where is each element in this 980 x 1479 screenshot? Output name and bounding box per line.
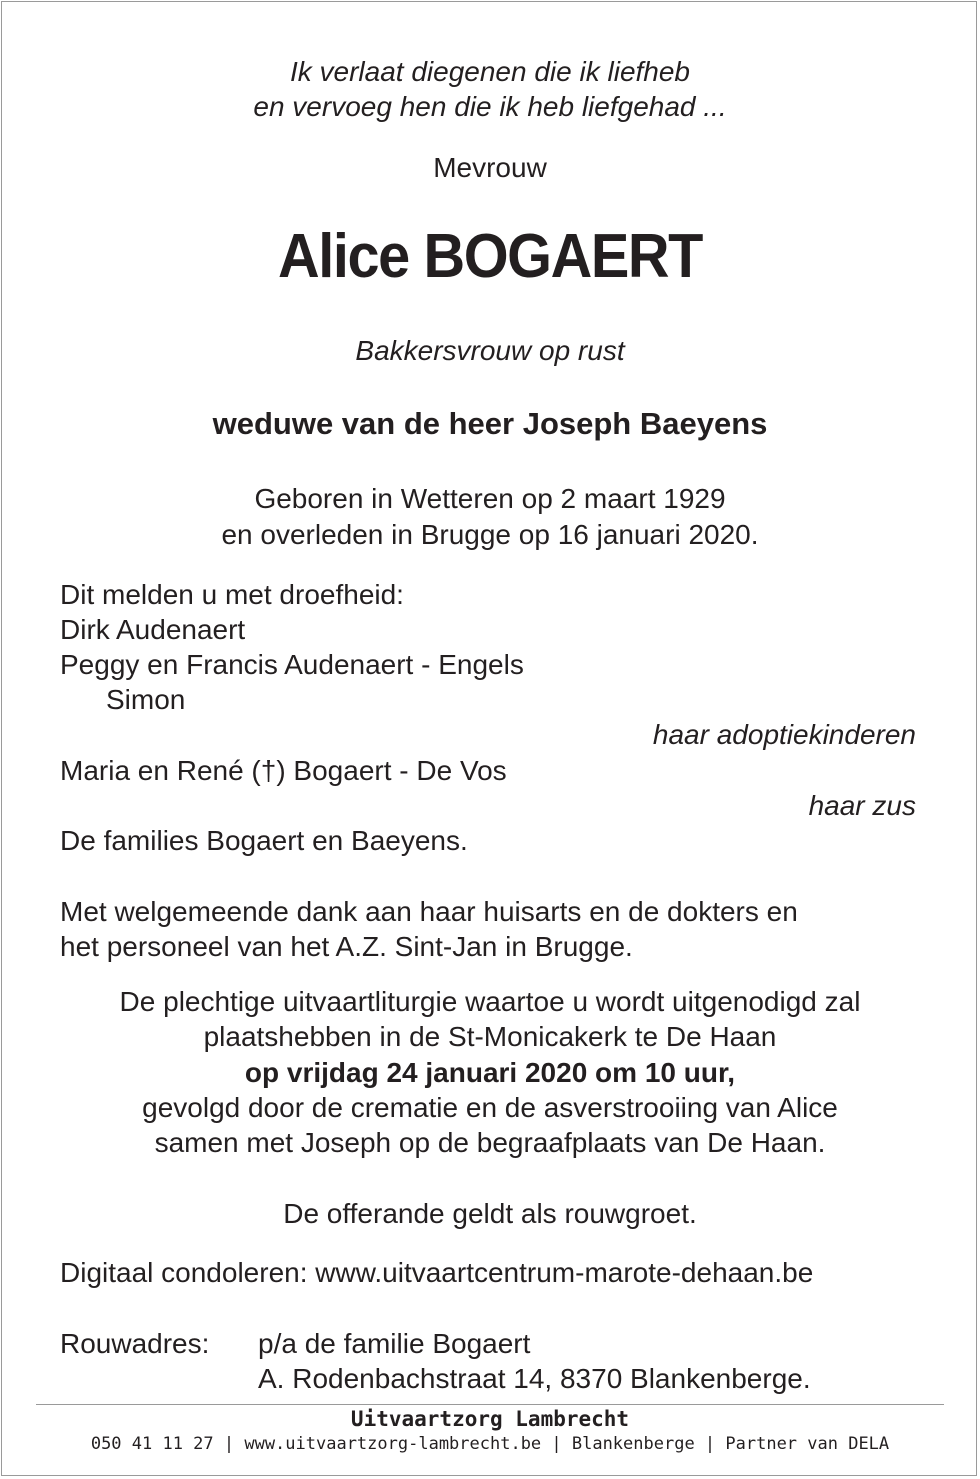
ceremony-line-1: De plechtige uitvaartliturgie waartoe u wordt uitgenodigd zal	[119, 986, 861, 1017]
salutation: Mevrouw	[433, 152, 547, 183]
footer-title: Uitvaartzorg Lambrecht	[350, 1407, 630, 1431]
ceremony-date: op vrijdag 24 januari 2020 om 10 uur,	[244, 1057, 736, 1088]
family-member-grandchild: Simon	[106, 684, 186, 715]
address-line-1: p/a de familie Bogaert	[258, 1328, 531, 1359]
widow-of: weduwe van de heer Joseph Baeyens	[212, 406, 768, 441]
condolence-line: Digitaal condoleren: www.uitvaartcentrum-marote-dehaan.be	[60, 1257, 814, 1288]
birth-line: Geboren in Wetteren op 2 maart 1929	[254, 483, 726, 514]
family-role: haar zus	[808, 790, 916, 821]
poem-line-1: Ik verlaat diegenen die ik liefheb	[289, 56, 691, 87]
death-line: en overleden in Brugge op 16 januari 2020.	[221, 519, 759, 550]
occupation: Bakkersvrouw op rust	[355, 335, 625, 366]
address-label: Rouwadres:	[60, 1328, 210, 1359]
family-role: haar adoptiekinderen	[652, 719, 916, 750]
thanks-line-2: het personeel van het A.Z. Sint-Jan in Brugge.	[60, 931, 633, 962]
ceremony-line-3: gevolgd door de crematie en de asverstrooiing van Alice	[142, 1092, 838, 1123]
family-member: Maria en René (†) Bogaert - De Vos	[60, 755, 507, 786]
poem-line-2: en vervoeg hen die ik heb liefgehad ...	[253, 91, 727, 122]
ceremony-line-4: samen met Joseph op de begraafplaats van De Haan.	[154, 1127, 826, 1158]
thanks-line-1: Met welgemeende dank aan haar huisarts en de dokters en	[60, 896, 798, 927]
offering-note: De offerande geldt als rouwgroet.	[283, 1198, 697, 1229]
footer-info: 050 41 11 27 | www.uitvaartzorg-lambrecht.be | Blankenberge | Partner van DELA	[90, 1434, 890, 1454]
ceremony-line-2: plaatshebben in de St-Monicakerk te De Haan	[203, 1021, 777, 1052]
family-member: De families Bogaert en Baeyens.	[60, 825, 468, 856]
footer-divider	[36, 1404, 944, 1405]
address-line-2: A. Rodenbachstraat 14, 8370 Blankenberge.	[258, 1363, 811, 1394]
deceased-name: Alice BOGAERT	[277, 222, 702, 291]
family-member: Dirk Audenaert	[60, 614, 246, 645]
family-intro: Dit melden u met droefheid:	[60, 579, 404, 610]
family-member: Peggy en Francis Audenaert - Engels	[60, 649, 524, 680]
